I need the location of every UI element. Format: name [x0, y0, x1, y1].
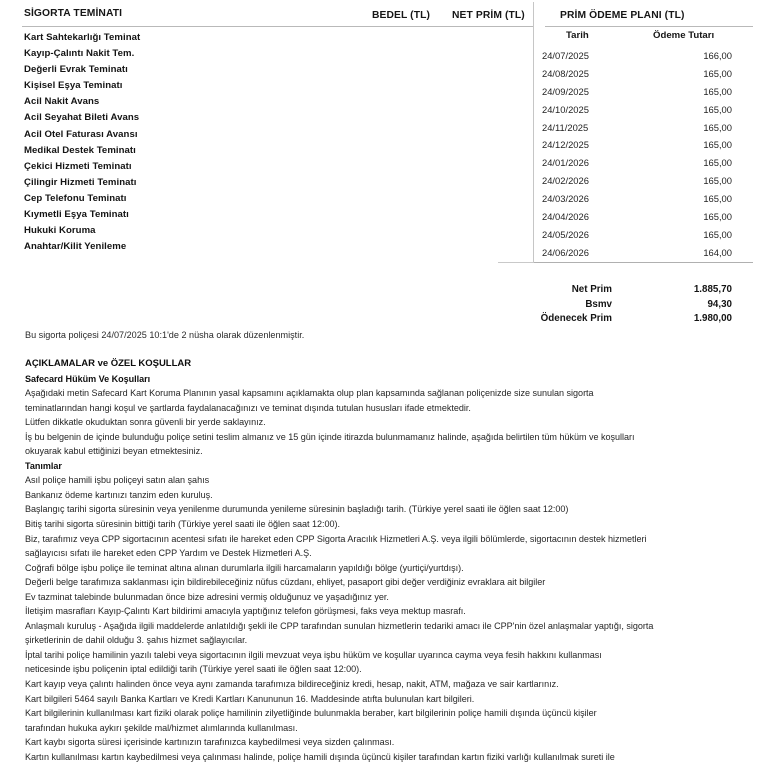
payment-amount: 165,00 [703, 67, 732, 79]
totals-section [0, 283, 768, 327]
definition-line: Başlangıç tarihi sigorta süresinin veya yenilenme durumunda yenileme süresinin başladığı tarih. (Türkiye yerel saati ile öğlen saat 12:00) [25, 504, 569, 515]
payment-date: 24/07/2025 [542, 50, 589, 61]
coverage-item: Acil Nakit Avans [24, 96, 100, 108]
policy-coverage-table [0, 0, 768, 266]
definition-line: Kart kaybı sigorta süresi içerisinde kartınızın tarafınızca kaybedilmesi veya sizden çalınması. [25, 737, 395, 748]
payment-date: 24/08/2025 [542, 67, 589, 79]
coverage-item: Acil Seyahat Bileti Avans [24, 112, 140, 124]
total-label: Bsmv [585, 298, 612, 310]
terms-intro-line: İş bu belgenin de içinde bulunduğu poliçe setini teslim almanız ve 15 gün içinde itirazda bulunmamanız halinde, aşağıda belirtilen tüm hüküm ve koşulları [25, 431, 635, 442]
payment-plan-row [0, 47, 768, 65]
subheader-amount: Ödeme Tutarı [653, 30, 715, 41]
payment-plan-row [0, 65, 768, 83]
total-value: 1.980,00 [693, 313, 732, 325]
payment-date: 24/11/2025 [542, 121, 589, 133]
payment-plan-row [0, 226, 768, 244]
payment-plan-row [0, 83, 768, 101]
payment-plan-subheader-row [0, 30, 768, 46]
coverage-item: Anahtar/Kilit Yenileme [24, 241, 127, 253]
payment-plan-row [0, 101, 768, 119]
payment-date: 24/10/2025 [542, 103, 589, 115]
payment-plan-rows [0, 47, 768, 262]
definition-line: Biz, tarafımız veya CPP sigortacının acentesi sıfatı ile hareket eden CPP Sigorta Aracılık Hizmetleri A.Ş. veya ilgili bölümlerde, sigortacının destek hizmetleri [25, 533, 647, 544]
coverage-item: Hukuki Koruma [24, 225, 96, 237]
column-header-net-prim: NET PRİM (TL) [452, 10, 525, 21]
header-divider-left [22, 26, 533, 27]
payment-amount: 165,00 [703, 85, 732, 97]
policy-issue-statement: Bu sigorta poliçesi 24/07/2025 10:1'de 2 nüsha olarak düzenlenmiştir. [25, 330, 305, 340]
subheader-date: Tarih [566, 30, 589, 41]
definition-line: İletişim masrafları Kayıp-Çalıntı Kart bildirimi amacıyla yaptığınız telefon görüşmesi, faks veya mektup masrafı. [25, 606, 466, 617]
definitions-title: Tanımlar [25, 460, 62, 471]
column-header-payment-plan: PRİM ÖDEME PLANI (TL) [560, 10, 685, 21]
column-header-coverage: SİGORTA TEMİNATI [24, 8, 123, 19]
definition-line: Coğrafi bölge işbu poliçe ile teminat altına alınan durumlarla ilgili harcamaların yapıldığı bölge (yurtiçi/yurtdışı). [25, 562, 464, 573]
payment-plan-bottom-border [533, 262, 753, 263]
coverage-item: Değerli Evrak Teminatı [24, 64, 128, 76]
definition-line: şirketlerinin de dahil olduğu 3. şahıs hizmet sağlayıcılar. [25, 635, 248, 646]
coverage-item: Acil Otel Faturası Avansı [24, 128, 138, 140]
coverage-item: Kişisel Eşya Teminatı [24, 80, 123, 92]
payment-amount: 165,00 [703, 121, 732, 133]
payment-date: 24/04/2026 [542, 211, 589, 223]
payment-amount: 165,00 [703, 103, 732, 115]
definition-line: tarafından hukuka aykırı şekilde mal/hizmet alımlarında kullanılması. [25, 722, 298, 733]
definition-line: Ev tazminat talebinde bulunmadan önce bize adresini vermiş olduğunuz ve yaşadığınız yer. [25, 591, 389, 602]
payment-amount: 165,00 [703, 175, 732, 187]
coverage-item: Kayıp-Çalıntı Nakit Tem. [24, 48, 135, 60]
terms-section-title: AÇIKLAMALAR ve ÖZEL KOŞULLAR [25, 358, 192, 369]
coverage-item: Cep Telefonu Teminatı [24, 192, 127, 204]
terms-intro-line: okuyarak kabul ettiğinizi beyan etmektesiniz. [25, 446, 203, 457]
coverage-item: Kıymetli Eşya Teminatı [24, 209, 129, 221]
terms-subtitle: Safecard Hüküm Ve Koşulları [25, 373, 151, 384]
payment-date: 24/12/2025 [542, 139, 589, 151]
terms-intro-line: Aşağıdaki metin Safecard Kart Koruma Planının yasal kapsamını açıklamakta olup plan kapsamında sağlanan poliçenizde size sunulan sigorta [25, 388, 594, 399]
total-label: Ödenecek Prim [540, 313, 612, 325]
terms-intro-line: teminatlarından hangi koşul ve şartlarda faydalanacağınızı ve teminat dışında tutulan hususları ifade etmektedir. [25, 402, 471, 413]
total-value: 1.885,70 [693, 284, 732, 295]
definition-line: Kart kayıp veya çalıntı halinden önce veya aynı zamanda tarafımıza bildireceğiniz kredi, hesap, nakit, ATM, mağaza ve sair kartlarınız. [25, 679, 559, 690]
payment-date: 24/09/2025 [542, 85, 589, 97]
payment-amount: 166,00 [703, 50, 732, 61]
total-label: Net Prim [571, 284, 612, 295]
payment-date: 24/03/2026 [542, 193, 589, 205]
payment-plan-row [0, 172, 768, 190]
payment-plan-row [0, 190, 768, 208]
definition-line: sağlayıcısı sıfatı ile hareket eden CPP Yardım ve Destek Hizmetleri A.Ş. [25, 548, 312, 559]
total-row [0, 298, 768, 313]
payment-amount: 165,00 [703, 193, 732, 205]
coverage-item: Çilingir Hizmeti Teminatı [24, 176, 137, 188]
terms-intro-line: Lütfen dikkatle okuduktan sonra güvenli bir yerde saklayınız. [25, 417, 266, 428]
definition-line: Kart bilgileri 5464 sayılı Banka Kartları ve Kredi Kartları Kanununun 16. Maddesinde atıfta bulunulan kart bilgileri. [25, 693, 475, 704]
coverage-item: Çekici Hizmeti Teminatı [24, 160, 132, 172]
payment-plan-row [0, 244, 768, 262]
coverage-item: Medikal Destek Teminatı [24, 144, 136, 156]
definition-line: Bitiş tarihi sigorta süresinin bittiği tarih (Türkiye yerel saati ile öğlen saat 12:00). [25, 519, 341, 530]
coverage-item: Kart Sahtekarlığı Teminat [24, 32, 141, 43]
payment-amount: 165,00 [703, 157, 732, 169]
total-row [0, 312, 768, 327]
total-row [0, 283, 768, 298]
payment-date: 24/05/2026 [542, 228, 589, 240]
payment-date: 24/01/2026 [542, 157, 589, 169]
payment-date: 24/06/2026 [542, 246, 589, 258]
payment-amount: 165,00 [703, 211, 732, 223]
payment-amount: 164,00 [703, 246, 732, 258]
payment-plan-row [0, 208, 768, 226]
definition-line: Anlaşmalı kuruluş - Aşağıda ilgili maddelerde anlatıldığı şekli ile CPP tarafından sunulan hizmetlerin tedariki amacı ile CPP'nin özel anlaşmalar yaptığı, sigorta [25, 620, 654, 631]
payment-amount: 165,00 [703, 139, 732, 151]
payment-plan-row [0, 136, 768, 154]
column-header-bedel: BEDEL (TL) [372, 10, 431, 21]
terms-and-conditions-section [25, 357, 747, 764]
payment-plan-row [0, 154, 768, 172]
total-value: 94,30 [707, 298, 732, 310]
definition-line: Bankanız ödeme kartınızı tanzim eden kuruluş. [25, 489, 213, 500]
payment-plan-bottom-border-left [498, 262, 534, 263]
payment-amount: 165,00 [703, 228, 732, 240]
definition-line: Kartın kullanılması kartın kaybedilmesi veya çalınması halinde, poliçe hamili dışında üçüncü kişiler tarafından kartın fiziki varlığı kullanılmak sureti ile [25, 751, 615, 762]
payment-plan-row [0, 119, 768, 137]
definition-line: Değerli belge tarafımıza saklanması için bildirebileceğiniz nüfus cüzdanı, ehliyet, pasaport gibi değer verdiğiniz evraklara ait bilgiler [25, 577, 546, 588]
header-divider-right [545, 26, 753, 27]
definition-line: neticesinde işbu poliçenin iptal edildiği tarih (Türkiye yerel saati ile öğlen saat 12:00). [25, 664, 362, 675]
definition-line: İptal tarihi poliçe hamilinin yazılı talebi veya sigortacının ilgili mevzuat veya işbu hüküm ve koşullar uyarınca cayma veya fesih hakkını kullanması [25, 649, 602, 660]
payment-date: 24/02/2026 [542, 175, 589, 187]
definition-line: Asıl poliçe hamili işbu poliçeyi satın alan şahıs [25, 475, 210, 486]
definition-line: Kart bilgilerinin kullanılması kart fiziki olarak poliçe hamilinin zilyetliğinde bulunmakla beraber, kart bilgilerinin poliçe hamili dışında üçüncü kişiler [25, 708, 597, 719]
